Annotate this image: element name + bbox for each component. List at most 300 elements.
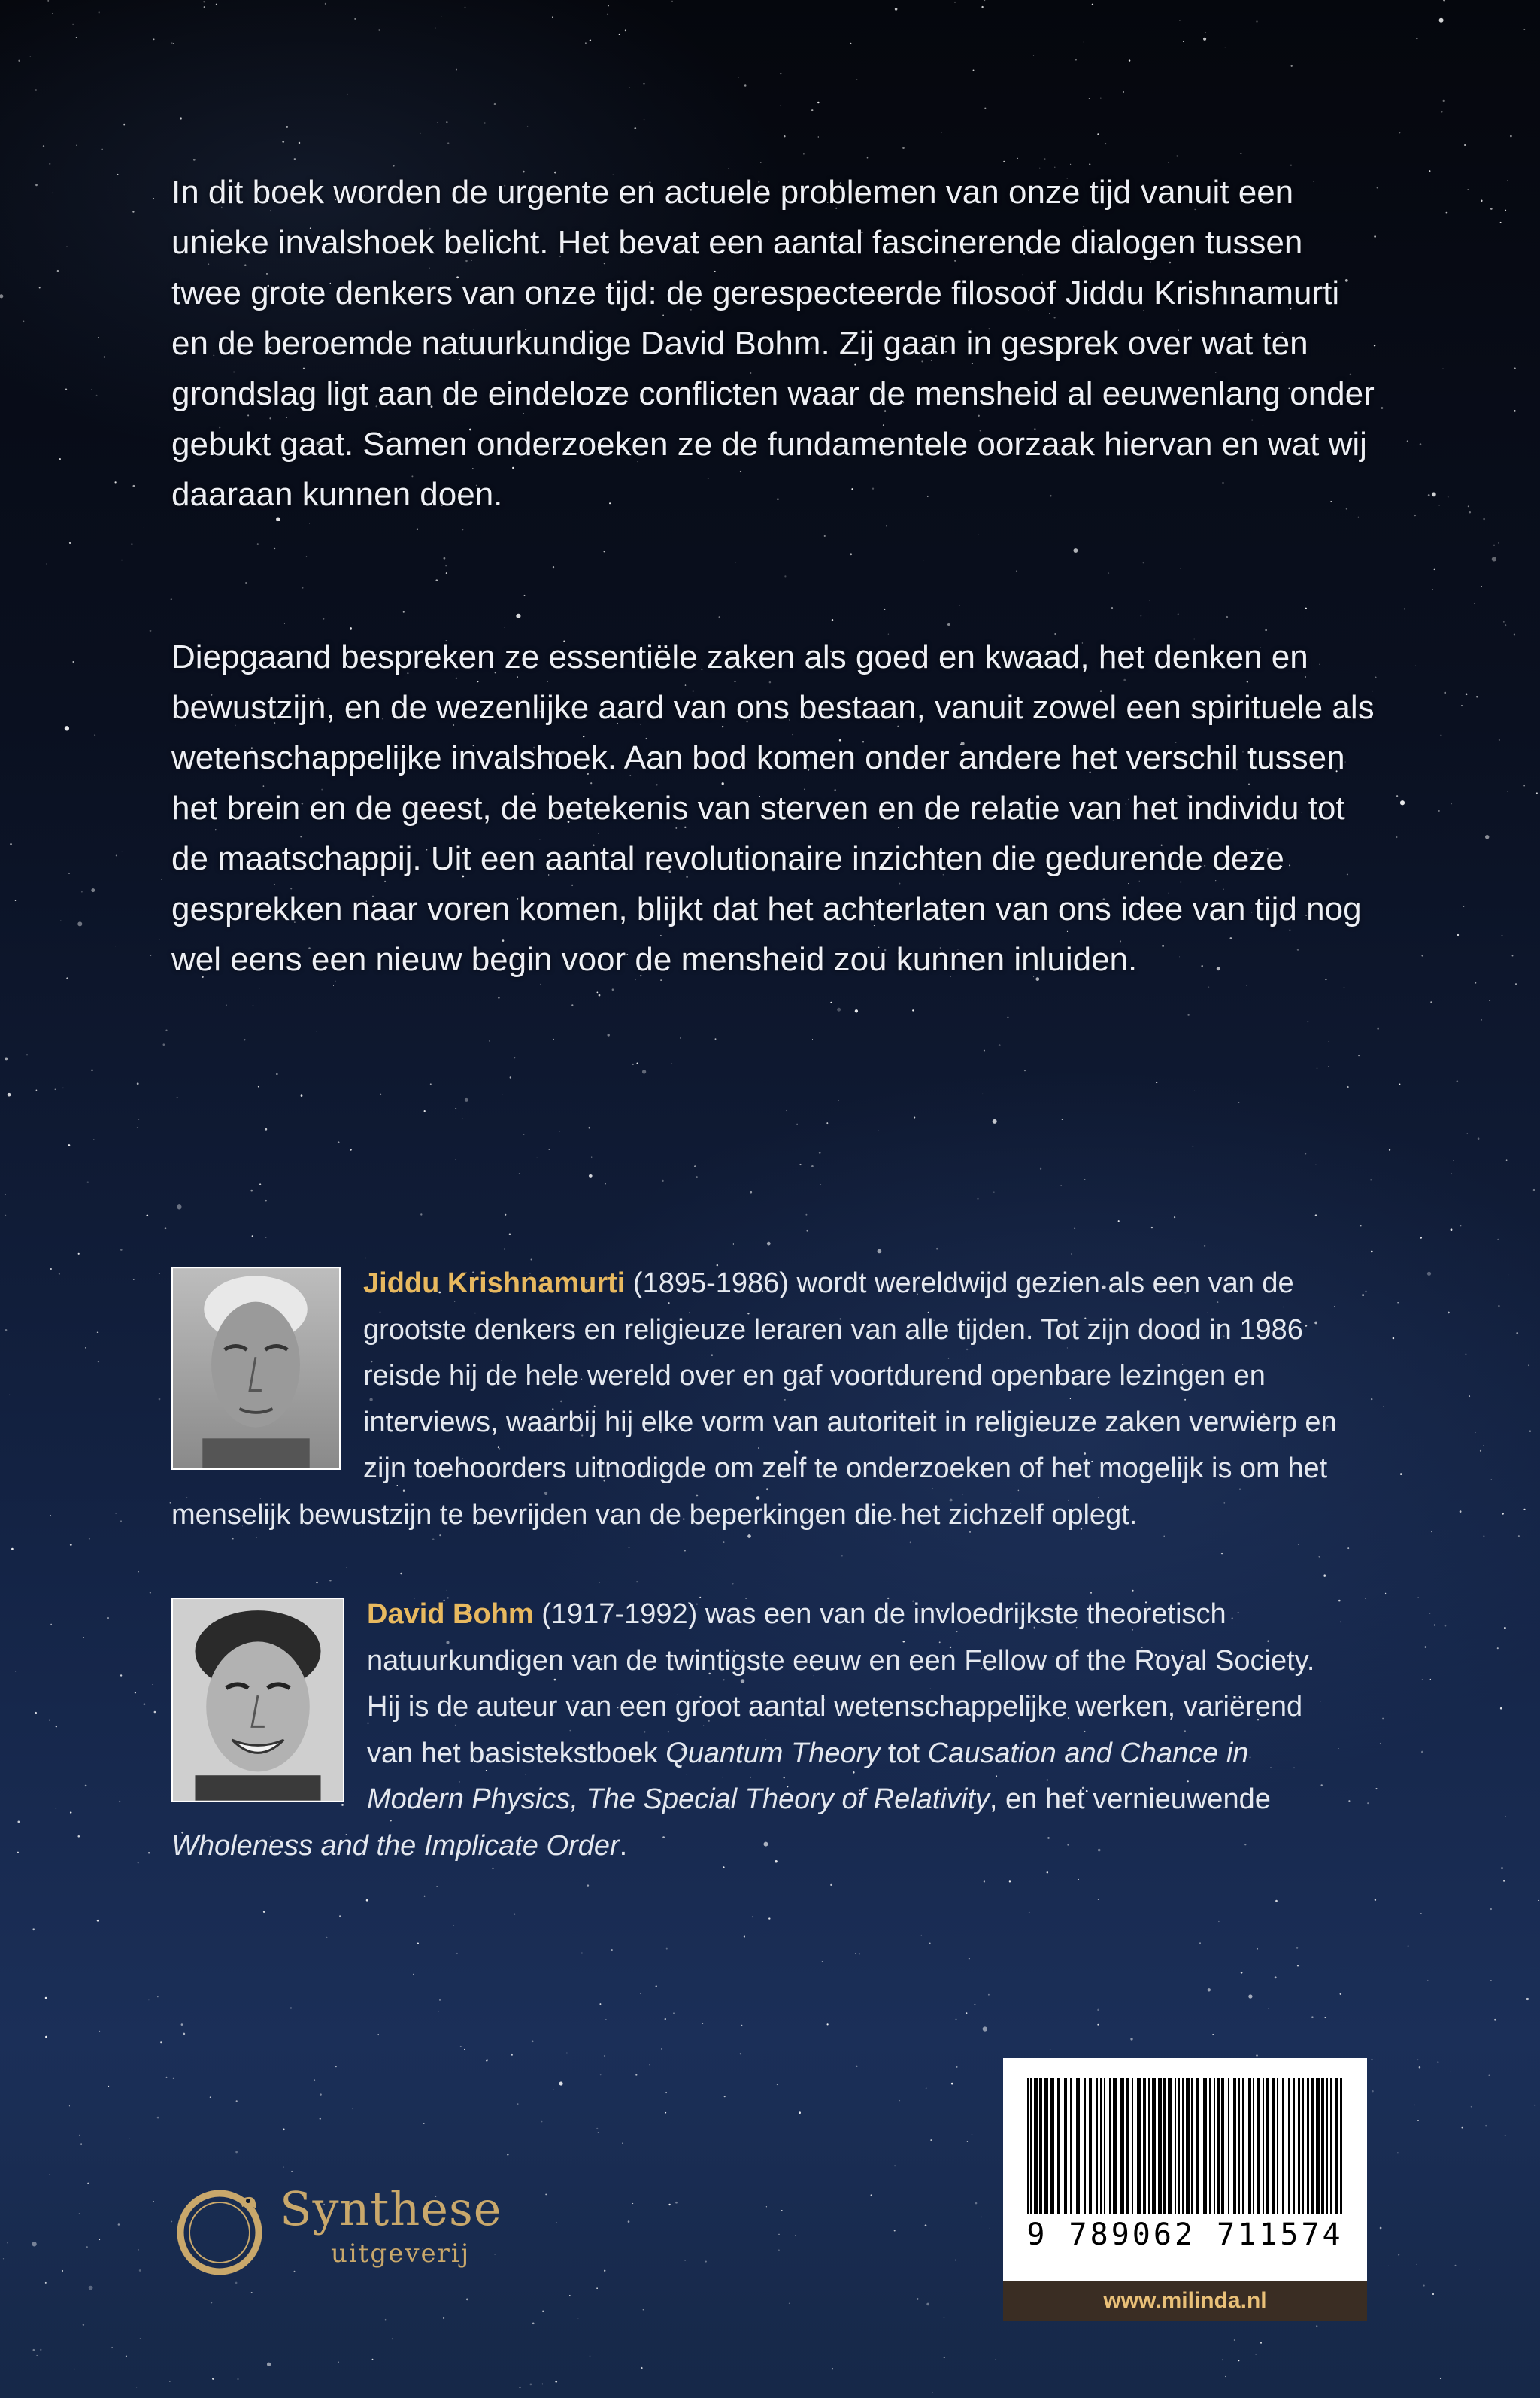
star (1377, 187, 1378, 189)
star (984, 108, 986, 109)
star (150, 630, 152, 632)
star (1073, 548, 1078, 553)
star (1471, 2106, 1472, 2108)
star (1467, 189, 1468, 190)
author-name-bohm: David Bohm (367, 1598, 534, 1630)
star (35, 184, 38, 187)
star (611, 1949, 613, 1951)
star (656, 1985, 657, 1987)
star (999, 1044, 1001, 1046)
star (97, 1332, 98, 1333)
star (23, 320, 25, 322)
star (1348, 1800, 1350, 1802)
star (1226, 616, 1228, 618)
star (1305, 608, 1307, 609)
star (837, 1008, 841, 1012)
star (832, 619, 833, 621)
star (10, 843, 12, 845)
star (1348, 1547, 1349, 1549)
star (91, 389, 92, 390)
star (1421, 955, 1423, 956)
barcode-bar (1282, 2078, 1284, 2214)
star (1097, 2009, 1099, 2011)
star (632, 1064, 634, 1065)
star (1142, 562, 1144, 563)
star (1460, 1510, 1462, 1513)
star (1515, 983, 1517, 985)
star (56, 1808, 57, 1809)
star (400, 1573, 402, 1575)
barcode-bar (1321, 2078, 1324, 2214)
star (1003, 161, 1005, 162)
star (0, 294, 3, 298)
star (1481, 1019, 1482, 1020)
star (210, 2096, 211, 2098)
star (1204, 1245, 1206, 1247)
star (1400, 800, 1405, 805)
star (1180, 568, 1181, 569)
star (510, 1076, 511, 1078)
star (910, 1541, 911, 1543)
star (1328, 1066, 1329, 1067)
star (1205, 32, 1206, 33)
star (50, 1515, 51, 1516)
star (1526, 1998, 1529, 2000)
star (1174, 1216, 1175, 1218)
star (301, 1094, 303, 1097)
star (1396, 836, 1397, 838)
barcode-bar (1316, 2078, 1320, 2214)
star (629, 87, 630, 88)
star (72, 661, 74, 663)
star (354, 18, 356, 20)
portrait-bohm (171, 1598, 344, 1802)
star (1492, 557, 1496, 561)
star (1427, 1272, 1431, 1276)
star (680, 1037, 681, 1038)
star (643, 2309, 644, 2310)
star (77, 921, 82, 926)
barcode-bar (1248, 2078, 1251, 2214)
barcode-bar (1137, 2078, 1141, 2214)
star (517, 2104, 518, 2105)
star (177, 1204, 181, 1209)
star (665, 2112, 667, 2114)
star (818, 136, 819, 137)
barcode-bar (1221, 2078, 1224, 2214)
star (1389, 1149, 1390, 1151)
star (1092, 4, 1093, 5)
star (1448, 496, 1449, 498)
star (72, 24, 73, 25)
star (464, 2049, 465, 2050)
isbn-number: 9 789062 711574 (1026, 2217, 1344, 2252)
star (320, 2118, 321, 2120)
star (204, 6, 205, 7)
star (212, 2378, 214, 2380)
star (599, 2003, 601, 2005)
star (316, 1582, 318, 1584)
star (365, 1258, 366, 1259)
star (899, 2100, 900, 2101)
star (744, 1935, 745, 1937)
star (1358, 1055, 1360, 1056)
star (282, 141, 284, 143)
star (70, 1811, 71, 1813)
star (1123, 91, 1124, 92)
star (1318, 1556, 1320, 1557)
star (447, 142, 449, 144)
star (77, 1835, 80, 1838)
star (150, 1592, 151, 1594)
barcode-bar (1311, 2078, 1314, 2214)
star (1040, 1168, 1041, 1170)
star (446, 121, 447, 123)
star (1218, 1921, 1219, 1922)
star (372, 2359, 374, 2360)
star (163, 1043, 165, 1046)
star (462, 529, 464, 530)
star (87, 2183, 89, 2184)
star (32, 2242, 36, 2246)
star (430, 1083, 432, 1085)
star (886, 525, 887, 526)
star (259, 1183, 261, 1185)
star (1129, 59, 1130, 61)
star (1256, 20, 1257, 22)
star (1047, 1871, 1048, 1873)
barcode-bar (1272, 2078, 1275, 2214)
star (1118, 1220, 1120, 1222)
star (545, 2193, 547, 2195)
book-title-quantum-theory: Quantum Theory (665, 1737, 881, 1769)
star (108, 2086, 109, 2087)
star (767, 1242, 771, 1246)
star (1514, 410, 1516, 412)
star (11, 1548, 14, 1550)
star (1372, 2090, 1373, 2092)
star (514, 1057, 515, 1058)
star (423, 2123, 424, 2124)
star (1375, 676, 1376, 678)
star (733, 1243, 734, 1244)
star (1176, 155, 1178, 156)
star (1241, 153, 1242, 154)
star (587, 1884, 589, 1886)
star (139, 2269, 141, 2272)
star (984, 1880, 985, 1882)
star (826, 1122, 828, 1124)
star (173, 2078, 174, 2079)
star (1505, 1816, 1506, 1817)
star (1416, 2264, 1417, 2265)
barcode-bar (1263, 2078, 1264, 2214)
star (673, 2012, 674, 2013)
star (98, 1361, 99, 1362)
star (1536, 792, 1538, 794)
star (556, 2222, 557, 2223)
star (87, 1181, 89, 1182)
star (306, 556, 307, 557)
star (850, 43, 851, 44)
star (377, 2034, 379, 2035)
star (1491, 1479, 1492, 1480)
star (350, 1149, 352, 1151)
star (1523, 1509, 1525, 1510)
barcode-bar (1152, 2078, 1156, 2214)
star (489, 1040, 490, 1042)
star (1400, 1473, 1402, 1475)
star (803, 153, 805, 155)
publisher-logo (167, 2178, 528, 2291)
star (1381, 407, 1384, 409)
star (123, 124, 125, 126)
star (777, 2084, 778, 2085)
star (796, 1124, 798, 1125)
star (45, 2036, 47, 2038)
star (902, 147, 905, 149)
star (121, 560, 123, 561)
barcode-bar (1266, 2078, 1269, 2214)
star (1108, 572, 1110, 574)
star (257, 543, 259, 545)
star (622, 2142, 623, 2144)
star (553, 566, 554, 568)
star (504, 1249, 505, 1250)
star (1451, 1228, 1453, 1231)
star (559, 2082, 563, 2086)
star (37, 2355, 38, 2356)
star (94, 734, 95, 736)
star (1275, 1900, 1278, 1902)
star (211, 2302, 212, 2303)
star (644, 83, 645, 85)
star (1221, 1553, 1223, 1554)
star (1432, 493, 1436, 497)
star (527, 126, 529, 127)
star (159, 1273, 160, 1274)
star (505, 1214, 506, 1216)
star (79, 2213, 80, 2214)
star (98, 337, 99, 338)
star (183, 2033, 185, 2035)
star (878, 1249, 882, 1254)
star (1501, 1867, 1503, 1869)
star (1457, 934, 1459, 936)
star (830, 1884, 832, 1886)
star (1516, 1332, 1518, 1334)
star (43, 145, 44, 147)
star (1428, 494, 1430, 496)
star (954, 2, 956, 3)
star (1367, 1802, 1369, 1804)
star (299, 142, 300, 144)
star (352, 2108, 353, 2109)
star (1208, 1988, 1211, 1991)
star (1419, 2066, 1421, 2069)
star (85, 1347, 86, 1348)
star (799, 1164, 801, 1165)
barcode-bar (1186, 2078, 1190, 2214)
star (89, 1538, 90, 1540)
star (1297, 1965, 1299, 1966)
star (581, 1953, 583, 1954)
star (694, 1165, 696, 1167)
star (235, 2151, 238, 2154)
star (642, 1070, 646, 1073)
star (50, 1624, 51, 1625)
star (245, 582, 247, 584)
star (995, 2359, 996, 2360)
star (487, 2059, 489, 2061)
star (69, 542, 71, 544)
star (1208, 987, 1209, 988)
star (1089, 98, 1090, 99)
star (1430, 1001, 1432, 1003)
barcode-bar (1084, 2078, 1086, 2214)
star (719, 616, 720, 618)
star (1212, 2034, 1214, 2035)
barcode-bar (1175, 2078, 1176, 2214)
star (596, 991, 598, 993)
star (520, 2387, 521, 2389)
barcode-bar (1113, 2078, 1117, 2214)
star (841, 1555, 843, 1556)
star (265, 1200, 267, 1202)
star (983, 2026, 987, 2031)
star (445, 565, 447, 566)
star (1414, 2105, 1415, 2106)
star (607, 14, 608, 15)
barcode-bar (1064, 2078, 1067, 2214)
star (1203, 38, 1206, 41)
star (1504, 1627, 1506, 1629)
star (33, 2349, 35, 2351)
star (1480, 1450, 1481, 1452)
star (675, 2202, 678, 2204)
star (600, 2074, 602, 2075)
star (131, 543, 132, 545)
star (165, 1227, 167, 1229)
star (107, 1617, 109, 1619)
star (1481, 200, 1483, 202)
star (542, 2311, 544, 2312)
barcode-bars (1021, 2078, 1349, 2214)
star (1490, 1980, 1491, 1981)
star (1225, 2376, 1226, 2377)
star (967, 2141, 968, 2142)
publisher-subtitle: uitgeverij (331, 2239, 471, 2269)
bio-krishnamurti (171, 1261, 1344, 1538)
star (608, 1034, 610, 1036)
star (444, 557, 446, 560)
star (1465, 1353, 1466, 1355)
star (85, 1785, 87, 1787)
star (26, 1054, 28, 1055)
star (1497, 1239, 1499, 1240)
star (1417, 2120, 1419, 2121)
star (83, 1637, 84, 1638)
star (912, 1009, 914, 1011)
star (1130, 2038, 1132, 2040)
star (52, 13, 53, 14)
star (120, 1249, 123, 1251)
star (93, 1139, 94, 1140)
star (604, 2270, 605, 2272)
star (1455, 2265, 1457, 2266)
star (977, 1198, 978, 1200)
star (1156, 1082, 1157, 1083)
barcode-bar (1233, 2078, 1236, 2214)
star (1414, 515, 1416, 516)
barcode-bar (1340, 2078, 1342, 2214)
star (1404, 608, 1405, 609)
star (598, 2132, 599, 2133)
star (165, 1030, 167, 1031)
star (1062, 1119, 1063, 1120)
star (784, 575, 786, 577)
book-title-wholeness: Wholeness and the Implicate Order (171, 1829, 620, 1862)
star (822, 1961, 823, 1962)
star (91, 1070, 92, 1071)
star (514, 1914, 515, 1915)
star (1141, 615, 1142, 617)
barcode-bar (1209, 2078, 1211, 2214)
star (56, 1726, 57, 1727)
star (819, 1152, 821, 1154)
star (96, 395, 98, 396)
star (347, 94, 348, 96)
star (1222, 2359, 1223, 2360)
star (1256, 2054, 1257, 2056)
star (744, 84, 747, 87)
barcode-bar (1120, 2078, 1124, 2214)
star (1396, 795, 1398, 797)
star (7, 2242, 8, 2243)
barcode-bar (1089, 2078, 1092, 2214)
star (1438, 2061, 1439, 2063)
star (1489, 1000, 1490, 1001)
star (339, 1915, 341, 1917)
star (1441, 111, 1442, 112)
star (45, 2282, 47, 2284)
star (314, 2079, 315, 2081)
star (132, 211, 134, 212)
star (144, 1703, 146, 1705)
star (1451, 803, 1452, 804)
star (1399, 132, 1400, 133)
star (1432, 589, 1433, 590)
star (511, 2054, 513, 2056)
star (117, 174, 119, 175)
star (263, 1911, 265, 1913)
star (244, 1039, 245, 1040)
star (1438, 810, 1439, 811)
star (181, 2023, 183, 2026)
star (74, 2369, 75, 2370)
star (62, 1088, 64, 1089)
star (1462, 2127, 1463, 2129)
star (917, 2298, 918, 2299)
star (1179, 20, 1181, 21)
barcode-bar (1214, 2078, 1215, 2214)
star (856, 2066, 858, 2067)
star (778, 2234, 779, 2235)
star (1506, 1159, 1508, 1161)
star (1485, 835, 1489, 839)
star (99, 2031, 101, 2032)
barcode-bar (1253, 2078, 1254, 2214)
